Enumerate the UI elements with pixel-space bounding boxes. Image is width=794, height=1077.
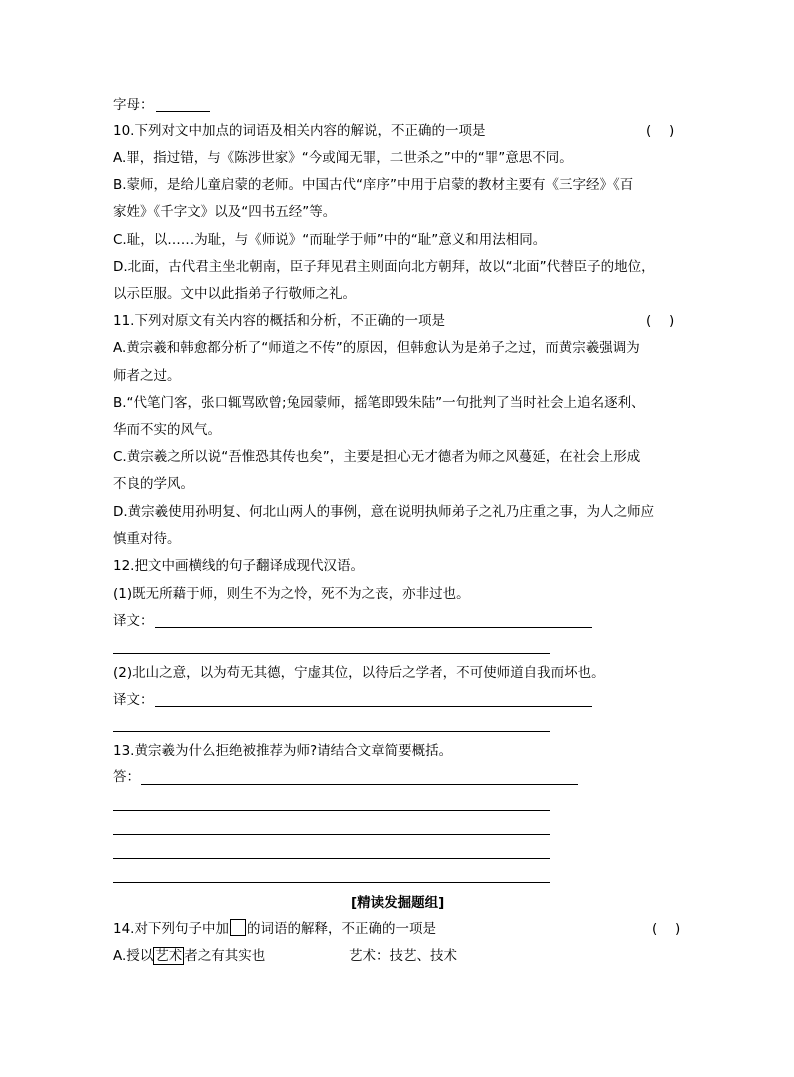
q12-answer-line-2a[interactable] (155, 706, 592, 707)
q13-answer-line-5[interactable] (113, 882, 550, 883)
q13-answer-line-2[interactable] (113, 810, 550, 811)
q10-option-b-line2: 家姓》《千字文》以及“四书五经”等。 (113, 204, 337, 220)
q11-option-a-line1: A.黄宗羲和韩愈都分析了“师道之不传”的原因，但韩愈认为是弟子之过，而黄宗羲强调为 (113, 340, 640, 356)
q12-answer-line-1b[interactable] (113, 653, 550, 654)
q11-option-d-line1: D.黄宗羲使用孙明复、何北山两人的事例，意在说明执师弟子之礼乃庄重之事，为人之师应 (113, 504, 655, 520)
q12-answer-line-2b[interactable] (113, 731, 550, 732)
q11-option-b-line2: 华而不实的风气。 (113, 422, 221, 438)
q12-stem: 12.把文中画横线的句子翻译成现代汉语。 (113, 558, 364, 574)
q10-option-d-line1: D.北面，古代君主坐北朝南，臣子拜见君主则面向北方朝拜，故以“北面”代替臣子的地位， (113, 259, 655, 275)
section-heading: [精读发掘题组] (351, 895, 445, 911)
q11-answer-paren[interactable]: ( ) (646, 313, 675, 329)
q12-translation-label-2: 译文： (113, 692, 154, 708)
q13-answer-label: 答： (113, 769, 140, 785)
q14-option-a-post: 者之有其实也 (184, 948, 266, 964)
q14-stem-pre: 14.对下列句子中加 (113, 921, 229, 937)
q11-option-b-line1: B.“代笔门客，张口辄骂欧曾;兔园蒙师，摇笔即毁朱陆”一句批判了当时社会上追名逐利、 (113, 395, 645, 411)
answer-blank-letters[interactable] (156, 111, 210, 112)
q11-option-d-line2: 慎重对待。 (113, 531, 181, 547)
q14-answer-paren[interactable]: ( ) (652, 921, 681, 937)
q13-answer-line-1[interactable] (141, 784, 578, 785)
q10-option-d-line2: 以示臣服。文中以此指弟子行敬师之礼。 (113, 286, 356, 302)
q14-option-a-boxed-term: 艺术 (155, 948, 183, 964)
q12-answer-line-1a[interactable] (155, 627, 592, 628)
q14-option-a-explanation: 艺术：技艺、技术 (349, 948, 457, 964)
q14-stem-post: 的词语的解释，不正确的一项是 (246, 921, 436, 937)
q12-translation-label-1: 译文： (113, 613, 154, 629)
q12-sentence-1: (1)既无所藉于师，则生不为之怜，死不为之丧，亦非过也。 (113, 586, 470, 602)
q14-option-a (113, 946, 265, 966)
q13-stem: 13.黄宗羲为什么拒绝被推荐为师?请结合文章简要概括。 (113, 743, 453, 759)
q11-stem: 11.下列对原文有关内容的概括和分析，不正确的一项是 (113, 313, 445, 329)
empty-box-icon (230, 919, 246, 936)
q10-option-b-line1: B.蒙师，是给儿童启蒙的老师。中国古代“庠序”中用于启蒙的教材主要有《三字经》《百 (113, 177, 634, 193)
q13-answer-line-3[interactable] (113, 834, 550, 835)
q12-sentence-2: (2)北山之意，以为苟无其德，宁虚其位，以待后之学者，不可使师道自我而坏也。 (113, 665, 605, 681)
answer-label-letters: 字母： (113, 97, 154, 113)
q14-option-a-pre: A.授以 (113, 948, 154, 964)
q14-stem (113, 919, 436, 939)
q13-answer-line-4[interactable] (113, 858, 550, 859)
q11-option-c-line1: C.黄宗羲之所以说“吾惟恐其传也矣”，主要是担心无才德者为师之风蔓延，在社会上形成 (113, 449, 641, 465)
q11-option-c-line2: 不良的学风。 (113, 476, 194, 492)
q10-option-a: A.罪，指过错，与《陈涉世家》“今或闻无罪，二世杀之”中的“罪”意思不同。 (113, 150, 573, 166)
q11-option-a-line2: 师者之过。 (113, 368, 181, 384)
q10-stem: 10.下列对文中加点的词语及相关内容的解说，不正确的一项是 (113, 123, 486, 139)
q10-answer-paren[interactable]: ( ) (646, 123, 675, 139)
q10-option-c: C.耻，以……为耻，与《师说》“而耻学于师”中的“耻”意义和用法相同。 (113, 232, 547, 248)
